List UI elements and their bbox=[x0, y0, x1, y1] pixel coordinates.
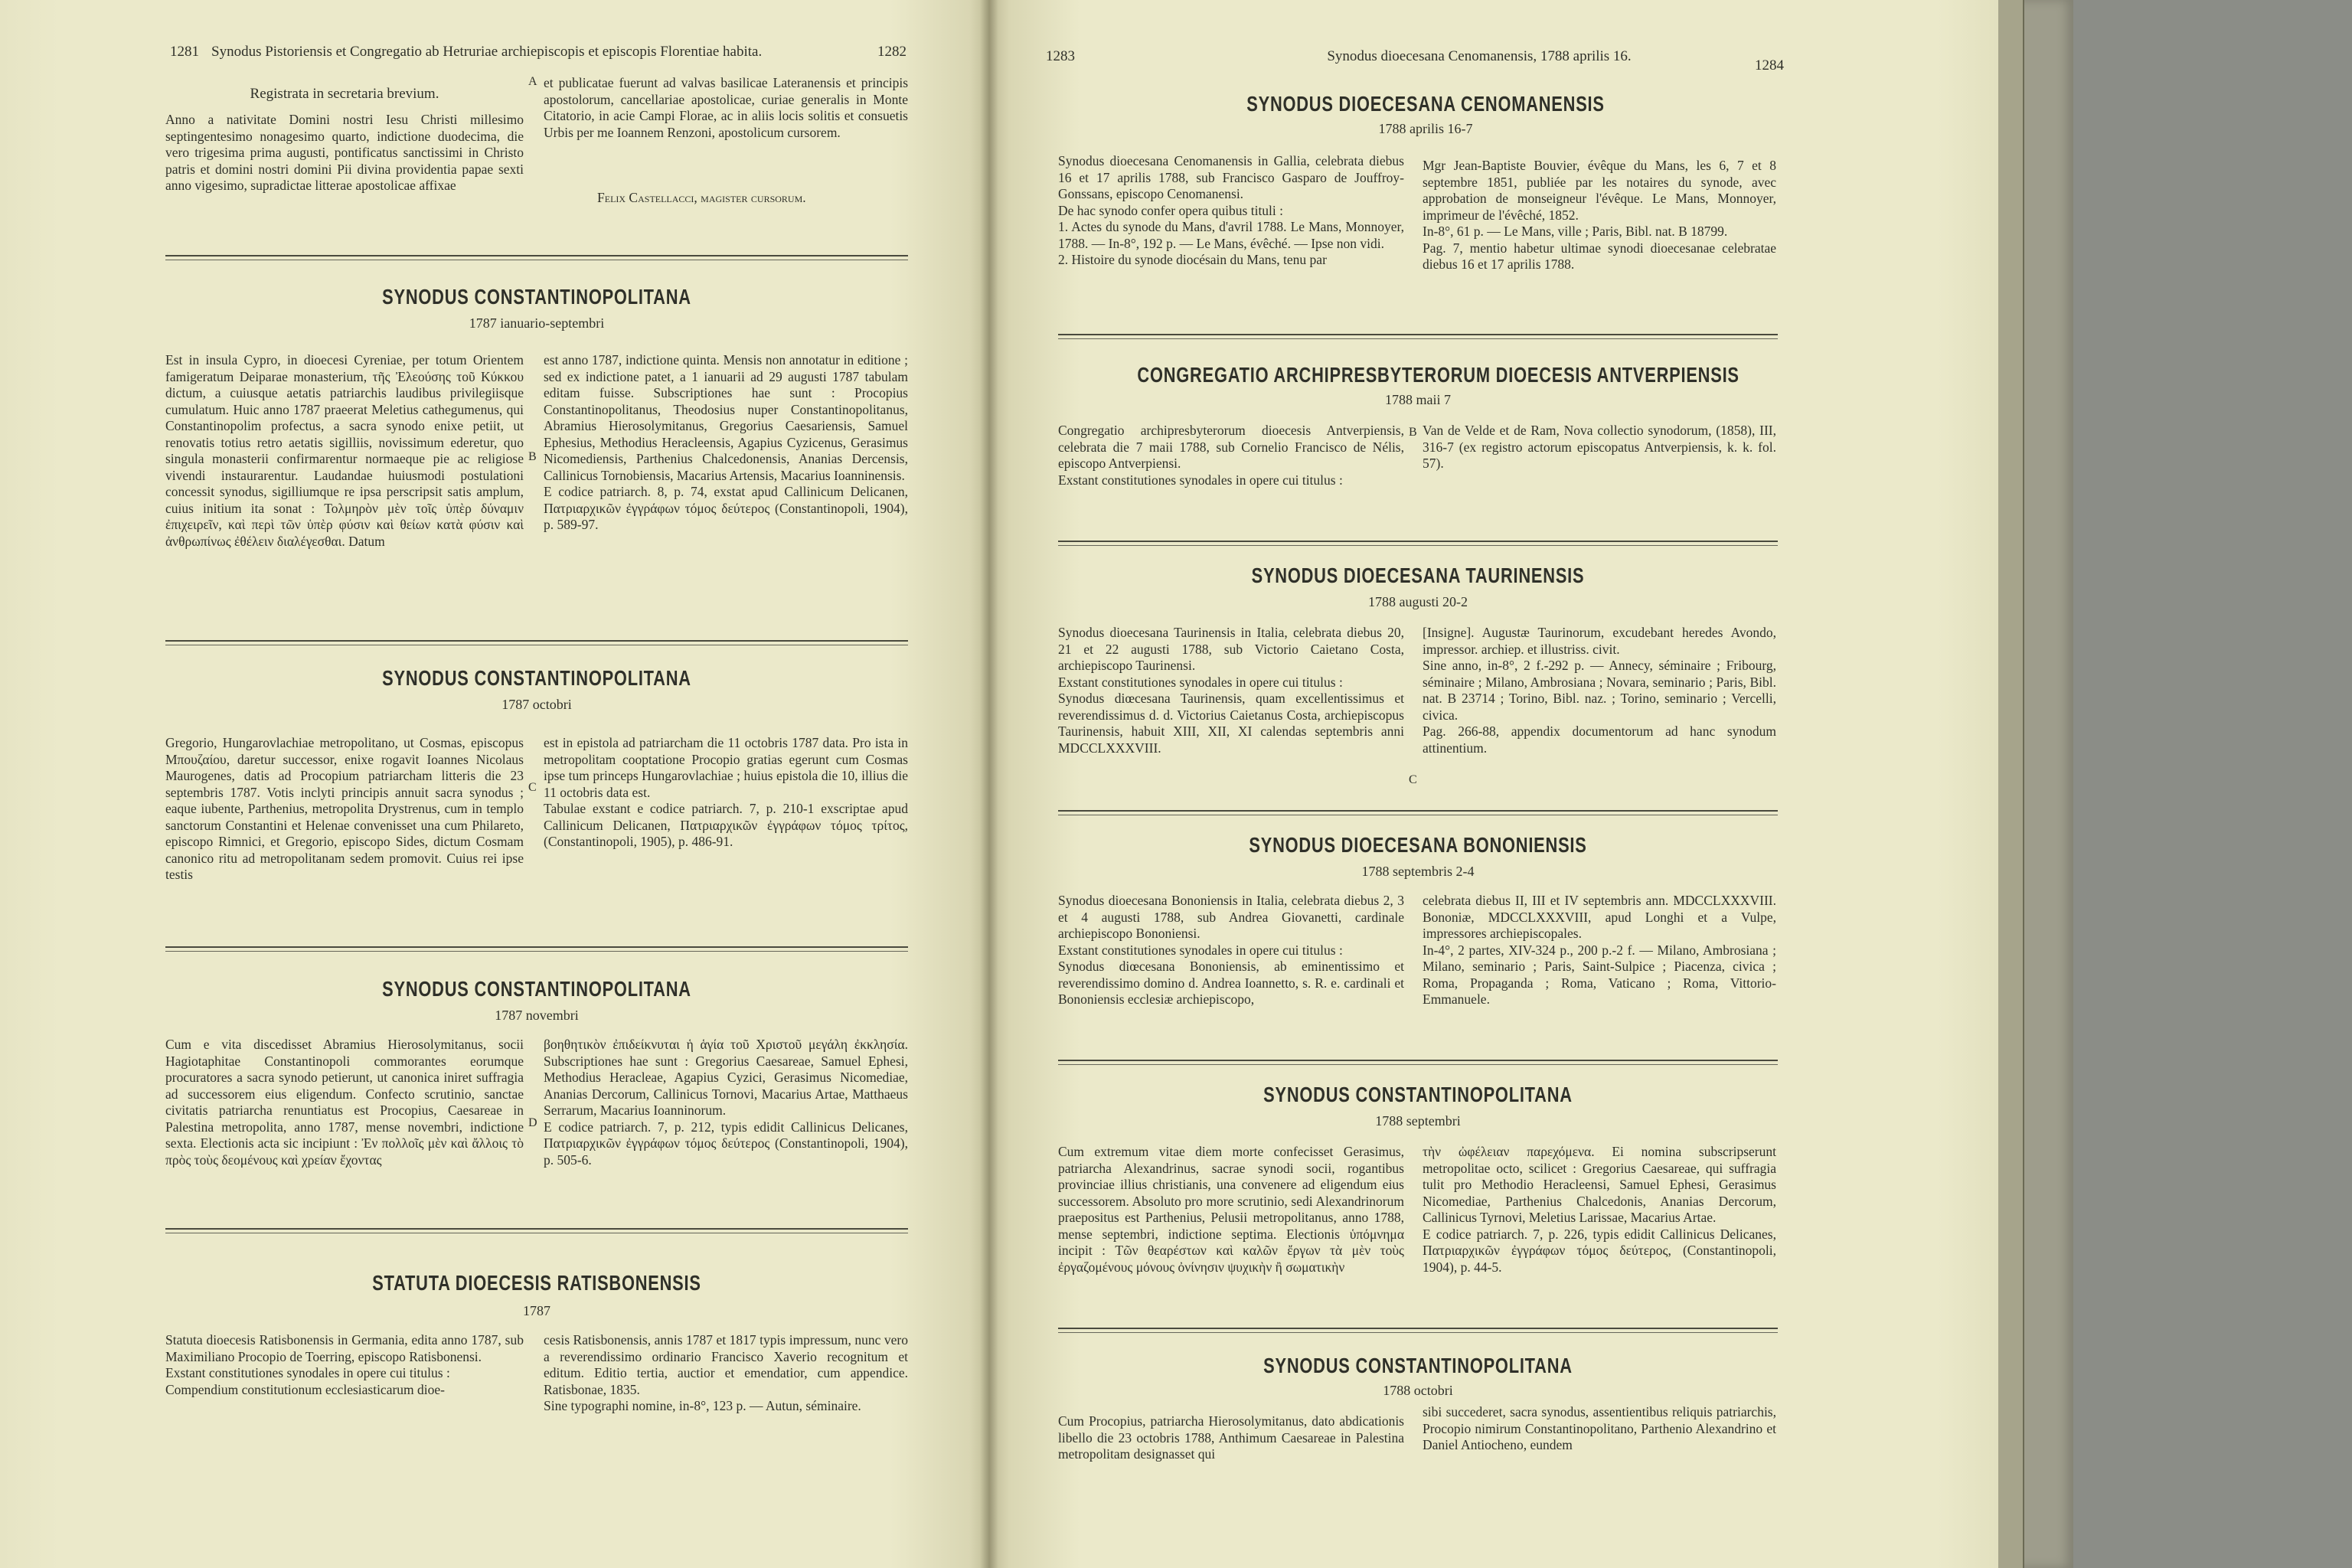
text-column: Synodus dioecesana Taurinensis in Italia, celebrata diebus 20, 21 et 22 augusti 1788, sub Victorio Caietano Costa, archiepiscopo Taurinensi. Exstant constitutiones synodales in opere cui titulus : Synodus diœcesana Taurinensis, quam excellentissimus et reverendissimus d. d. Victorius Caietanus Costa, archiepiscopus Taurinensis, habuit XIII, XII, XI calendas septembris anni MDCCLXXXVIII. bbox=[1058, 625, 1404, 756]
text-column: Congregatio archipresbyterorum dioecesis Antverpiensis, celebrata die 7 maii 1788, sub Cornelio Francisco de Nélis, episcopo Antverpiensi. Exstant constitutiones synodales in opere cui titulus : bbox=[1058, 423, 1404, 488]
section-title: SYNODUS CONSTANTINOPOLITANA bbox=[1263, 1083, 1573, 1106]
section-title: SYNODUS CONSTANTINOPOLITANA bbox=[382, 666, 691, 690]
text-column: Est in insula Cypro, in dioecesi Cyreniae, per totum Orientem famigeratum Deiparae monasterium, τῆς Ἐλεούσης τοῦ Κύκκου dictum, a cuiusque aetatis patriarchis laudibus privilegiisque cumulatum. Huic anno 1787 praeerat Meletius cathegumenus, qui Constantinopolim profectus, a sacra synodo enixe petiit, ut renovatis totius retro aetatis sigilliis, novissimum ederetur, quo singula monasterii confirmarentur normaeque pie ac religiose vivendi instaurarentur. Laudandae huiusmodi postulationi concessit synodus, sigilliumque re ipsa perscripsit satis amplum, cuius initium ita sonat : Τολμηρὸν μὲν τοῖς ὑπὲρ δύναμιν ἐπιχειρεῖν, καὶ περὶ τῶν ὑπὲρ φύσιν καὶ θείων κατὰ φύσιν καὶ ἀνθρωπίνως ἐθέλειν διαλέγεσθαι. Datum bbox=[165, 352, 524, 549]
section-date: 1788 aprilis 16-7 bbox=[1378, 121, 1473, 136]
section-date: 1788 augusti 20-2 bbox=[1368, 594, 1468, 609]
margin-marker: B bbox=[528, 450, 537, 463]
section-date: 1788 maii 7 bbox=[1385, 392, 1451, 407]
page-number: 1283 bbox=[1046, 48, 1075, 64]
text-column: τὴν ὠφέλειαν παρεχόμενα. Ei nomina subscripserunt metropolitae octo, scilicet : Gregorius Caesareae, qui suffragia tulit pro Methodio Heracleensi, Samuel Ephesi, Gerasimus Nicomediae, Parthenius Chalcedonis, Ananias Dercorum, Callinicus Tyrnovi, Meletius Larissae, Macarius Artae. E codice patriarch. 7, p. 226, typis edidit Callinicus Delicanes, Πατριαρχικῶν ἐγγράφων τόμος δεύτερος, (Constantinopoli, 1904), p. 44-5. bbox=[1423, 1144, 1776, 1275]
section-divider bbox=[1058, 541, 1778, 542]
section-divider bbox=[165, 951, 908, 952]
page-number: 1281 bbox=[170, 44, 199, 60]
background-surface bbox=[2067, 0, 2352, 1568]
section-divider bbox=[1058, 1328, 1778, 1329]
section-divider bbox=[1058, 334, 1778, 335]
margin-marker: C bbox=[528, 781, 537, 794]
section-date: 1788 septembri bbox=[1375, 1113, 1461, 1129]
text-column: Cum Procopius, patriarcha Hierosolymitanus, dato abdicationis libello die 23 octobris 1788, Anthimum Caesareae in Palestina metropolitam designasset qui bbox=[1058, 1413, 1404, 1462]
text-column: Van de Velde et de Ram, Nova collectio synodorum, (1858), III, 316-7 (ex registro actorum episcopatus Antverpiensis, k. k. fol. 57). bbox=[1423, 423, 1776, 471]
section-divider bbox=[165, 640, 908, 642]
text-column: est anno 1787, indictione quinta. Mensis non annotatur in editione ; sed ex indictione patet, a 1 ianuarii ad 29 augusti 1787 tabulam editam fuisse. Subscriptiones hae sunt : Procopius Constantinopolitanus, Theodosius nuper Constantinopolitanus, Abramius Hierosolymitanus, Gregorius Caesariensis, Samuel Ephesius, Methodius Heracleensis, Agapius Cyzicenus, Gerasimus Nicomediensis, Parthenius Chalcedonensis, Ananias Dercensis, Callinicus Tornobiensis, Macarius Artensis, Macarius Ioanninensis. E codice patriarch. 8, p. 74, exstat apud Callinicum Delicanen, Πατριαρχικῶν ἐγγράφων τόμος δεύτερος (Constantinopoli, 1904), p. 589-97. bbox=[544, 352, 908, 532]
section-divider bbox=[1058, 1064, 1778, 1065]
text-column: sibi succederet, sacra synodus, assentientibus reliquis patriarchis, Procopio nimirum Constantinopolitano, Parthenio Alexandrino et Daniel Antiocheno, eundem bbox=[1423, 1404, 1776, 1452]
text-column: celebrata diebus II, III et IV septembris ann. MDCCLXXXVIII. Bononiæ, MDCCLXXXVIII, apud Longhi et a Vulpe, impressores archiepiscopales. In-4°, 2 partes, XIV-324 p., 200 p.-2 f. — Milano, Ambrosiana ; Milano, seminario ; Paris, Saint-Sulpice ; Piacenza, civica ; Roma, Propaganda ; Roma, Vaticano ; Roma, Vittorio-Emmanuele. bbox=[1423, 893, 1776, 1007]
page-number: 1284 bbox=[1755, 57, 1784, 74]
section-title: SYNODUS DIOECESANA TAURINENSIS bbox=[1251, 564, 1585, 587]
text-column: Cum extremum vitae diem morte confecisset Gerasimus, patriarcha Alexandrinus, sacrae synodi socii, rogantibus provinciae illius christianis, una convenere ad eligendum eius successorem. Absoluto pro more scrutinio, sedi Alexandrinorum praepositus est Parthenius, Pelusii metropolitanus, anno 1788, mense septembri, indictione septima. Electionis ὑπόμνημα incipit : Τῶν θεαρέστων καὶ καλῶν ἔργων τὰ μὲν τοὺς ἐργαζομένους μόνους ὀνίνησιν ψυχικὴν ἢ σωματικὴν bbox=[1058, 1144, 1404, 1275]
text-column: Synodus dioecesana Bononiensis in Italia, celebrata diebus 2, 3 et 4 augusti 1788, sub Andrea Giovanetti, cardinale archiepiscopo Bononiensi. Exstant constitutiones synodales in opere cui titulus : Synodus diœcesana Bononiensis, ab eminentissimo et reverendissimo domino d. Andrea Ioannetto, s. R. e. cardinali et Bononiensis ecclesiæ archiepiscopo, bbox=[1058, 893, 1404, 1007]
page-number: 1282 bbox=[877, 44, 906, 60]
margin-marker: A bbox=[528, 75, 537, 88]
text-column: Gregorio, Hungarovlachiae metropolitano, ut Cosmas, episcopus Μπουζαίου, daretur successor, enixe rogavit Ioannes Nicolaus Maurogenes, datis ad Procopium patriarcham litteris die 23 septembris 1787. Votis inclyti principis annuit sacra synodus ; eaque iubente, Parthenius, metropolita Drystrenus, cum in templo sanctorum Constantini et Helenae convenisset una cum Philareto, episcopo Rimnici, et Gregorio, episcopo Sides, dictum Cosmam canonico ritu ad metropolitanam sedem promovit. Cuius rei ipse testis bbox=[165, 735, 524, 882]
margin-marker: D bbox=[528, 1116, 537, 1129]
text-column: Cum e vita discedisset Abramius Hierosolymitanus, socii Hagiotaphitae Constantinopoli commorantes eorumque procuratores a sacra synodo petierunt, ut canonica iniret suffragia ad successorem eius eligendum. Confecto scrutinio, sanctae civitatis patriarcha renuntiatus est Procopius, Caesareae in Palestina metropolita, anno 1787, mense novembri, indictione sexta. Electionis acta sic incipiunt : Ἐν πολλοῖς μὲν καὶ ἄλλοις τὸ πρὸς τοὺς δεομένους καὶ χρείαν ἔχοντας bbox=[165, 1037, 524, 1168]
section-divider bbox=[165, 946, 908, 948]
section-divider bbox=[1058, 1060, 1778, 1061]
right-page bbox=[989, 0, 1998, 1568]
text-column: Anno a nativitate Domini nostri Iesu Christi millesimo septingentesimo nonagesimo quarto, indictione duodecima, die vero trigesima prima augusti, pontificatus sanctissimi in Christo patris et domini nostri domini Pii divina providentia papae sexti anno vigesimo, supradictae litterae apostolicae affixae bbox=[165, 112, 524, 193]
signature: Felix Castellacci, magister cursorum. bbox=[597, 190, 806, 205]
page-edges bbox=[1997, 0, 2024, 1568]
section-divider bbox=[1058, 810, 1778, 812]
section-date: 1787 ianuario-septembri bbox=[469, 315, 605, 331]
left-page bbox=[0, 0, 989, 1568]
registry-note: Registrata in secretaria brevium. bbox=[250, 86, 439, 102]
section-divider bbox=[1058, 1332, 1778, 1333]
margin-marker: B bbox=[1409, 426, 1417, 439]
section-date: 1787 novembri bbox=[495, 1008, 579, 1023]
section-title: CONGREGATIO ARCHIPRESBYTERORUM DIOECESIS ANTVERPIENSIS bbox=[1137, 363, 1740, 387]
text-column: cesis Ratisbonensis, annis 1787 et 1817 typis impressum, nunc vero a reverendissimo ordinario Francisco Xaverio recognitum et editum. Editio tertia, auctior et emendatior, cum appendice. Ratisbonae, 1835. Sine typographi nomine, in-8°, 123 p. — Autun, séminaire. bbox=[544, 1332, 908, 1413]
margin-marker: C bbox=[1409, 773, 1417, 786]
text-column: [Insigne]. Augustæ Taurinorum, excudebant heredes Avondo, impressor. archiep. et illustriss. civit. Sine anno, in-8°, 2 f.-292 p. — Annecy, séminaire ; Fribourg, séminaire ; Milano, Ambrosiana ; Novara, seminario ; Paris, Bibl. nat. B 23714 ; Torino, Bibl. naz. ; Torino, seminario ; Vercelli, civica. Pag. 266-88, appendix documentorum ad hanc synodum attinentium. bbox=[1423, 625, 1776, 756]
section-date: 1787 bbox=[523, 1303, 550, 1318]
section-title: SYNODUS CONSTANTINOPOLITANA bbox=[1263, 1354, 1573, 1377]
section-date: 1787 octobri bbox=[501, 697, 572, 712]
section-title: SYNODUS CONSTANTINOPOLITANA bbox=[382, 977, 691, 1001]
book-cover-edge bbox=[2018, 0, 2073, 1568]
book-gutter bbox=[980, 0, 998, 1568]
section-title: SYNODUS DIOECESANA CENOMANENSIS bbox=[1246, 92, 1605, 116]
section-divider bbox=[1058, 545, 1778, 546]
section-divider bbox=[165, 1228, 908, 1230]
running-head: Synodus dioecesana Cenomanensis, 1788 aprilis 16. bbox=[1327, 48, 1632, 64]
section-title: SYNODUS DIOECESANA BONONIENSIS bbox=[1249, 833, 1587, 857]
text-column: Synodus dioecesana Cenomanensis in Gallia, celebrata diebus 16 et 17 aprilis 1788, sub Francisco Gasparo de Jouffroy-Gonssans, episcopo Cenomanensi. De hac synodo confer opera quibus tituli : 1. Actes du synode du Mans, d'avril 1788. Le Mans, Monnoyer, 1788. — In-8°, 192 p. — Le Mans, évêché. — Ipse non vidi. 2. Histoire du synode diocésain du Mans, tenu par bbox=[1058, 153, 1404, 267]
text-column: Statuta dioecesis Ratisbonensis in Germania, edita anno 1787, sub Maximiliano Procopio de Toerring, episcopo Ratisbonensi. Exstant constitutiones synodales in opere cui titulus : Compendium constitutionum ecclesiasticarum dioe- bbox=[165, 1332, 524, 1397]
text-column: et publicatae fuerunt ad valvas basilicae Lateranensis et principis apostolorum, cancellariae apostolicae, curiae generalis in Monte Citatorio, in acie Campi Florae, ac in aliis locis solitis et consuetis Urbis per me Ioannem Renzoni, apostolicum cursorem. bbox=[544, 75, 908, 140]
text-column: est in epistola ad patriarcham die 11 octobris 1787 data. Pro ista in metropolitam cooptatione Procopio gratias egerunt cum Cosmas ipse tum princeps Hungarovlachiae ; huius epistola die 10, illius die 11 octobris data est. Tabulae exstant e codice patriarch. 7, p. 210-1 exscriptae apud Callinicum Delicanen, Πατριαρχικῶν ἐγγράφων τόμος τρίτος, (Constantinopoli, 1905), p. 486-91. bbox=[544, 735, 908, 849]
section-title: SYNODUS CONSTANTINOPOLITANA bbox=[382, 285, 691, 309]
running-head: Synodus Pistoriensis et Congregatio ab Hetruriae archiepiscopis et episcopis Florentiae habita. bbox=[211, 44, 763, 60]
section-divider bbox=[1058, 338, 1778, 339]
section-date: 1788 septembris 2-4 bbox=[1361, 864, 1475, 879]
section-title: STATUTA DIOECESIS RATISBONENSIS bbox=[372, 1271, 701, 1295]
text-column: βοηθητικὸν ἐπιδείκνυται ἡ ἁγία τοῦ Χριστοῦ μεγάλη ἐκκλησία. Subscriptiones hae sunt : Gregorius Caesareae, Samuel Ephesi, Methodius Heracleae, Agapius Cyzici, Gerasimus Nicomediae, Ananias Dercorum, Callinicus Tornovi, Macarius Artae, Matthaeus Serrarum, Macarius Ioanninorum. E codice patriarch. 7, p. 212, typis edidit Callinicus Delicanes, Πατριαρχικῶν ἐγγράφων τόμος δεύτερος (Constantinopoli, 1904), p. 505-6. bbox=[544, 1037, 908, 1168]
section-divider bbox=[165, 255, 908, 256]
text-column: Mgr Jean-Baptiste Bouvier, évêque du Mans, les 6, 7 et 8 septembre 1851, publiée par les notaires du synode, avec approbation de monseigneur l'évêque. Le Mans, Monnoyer, imprimeur de l'évêché, 1852. In-8°, 61 p. — Le Mans, ville ; Paris, Bibl. nat. B 18799. Pag. 7, mentio habetur ultimae synodi dioecesanae celebratae diebus 16 et 17 aprilis 1788. bbox=[1423, 158, 1776, 272]
section-date: 1788 octobri bbox=[1383, 1383, 1453, 1398]
